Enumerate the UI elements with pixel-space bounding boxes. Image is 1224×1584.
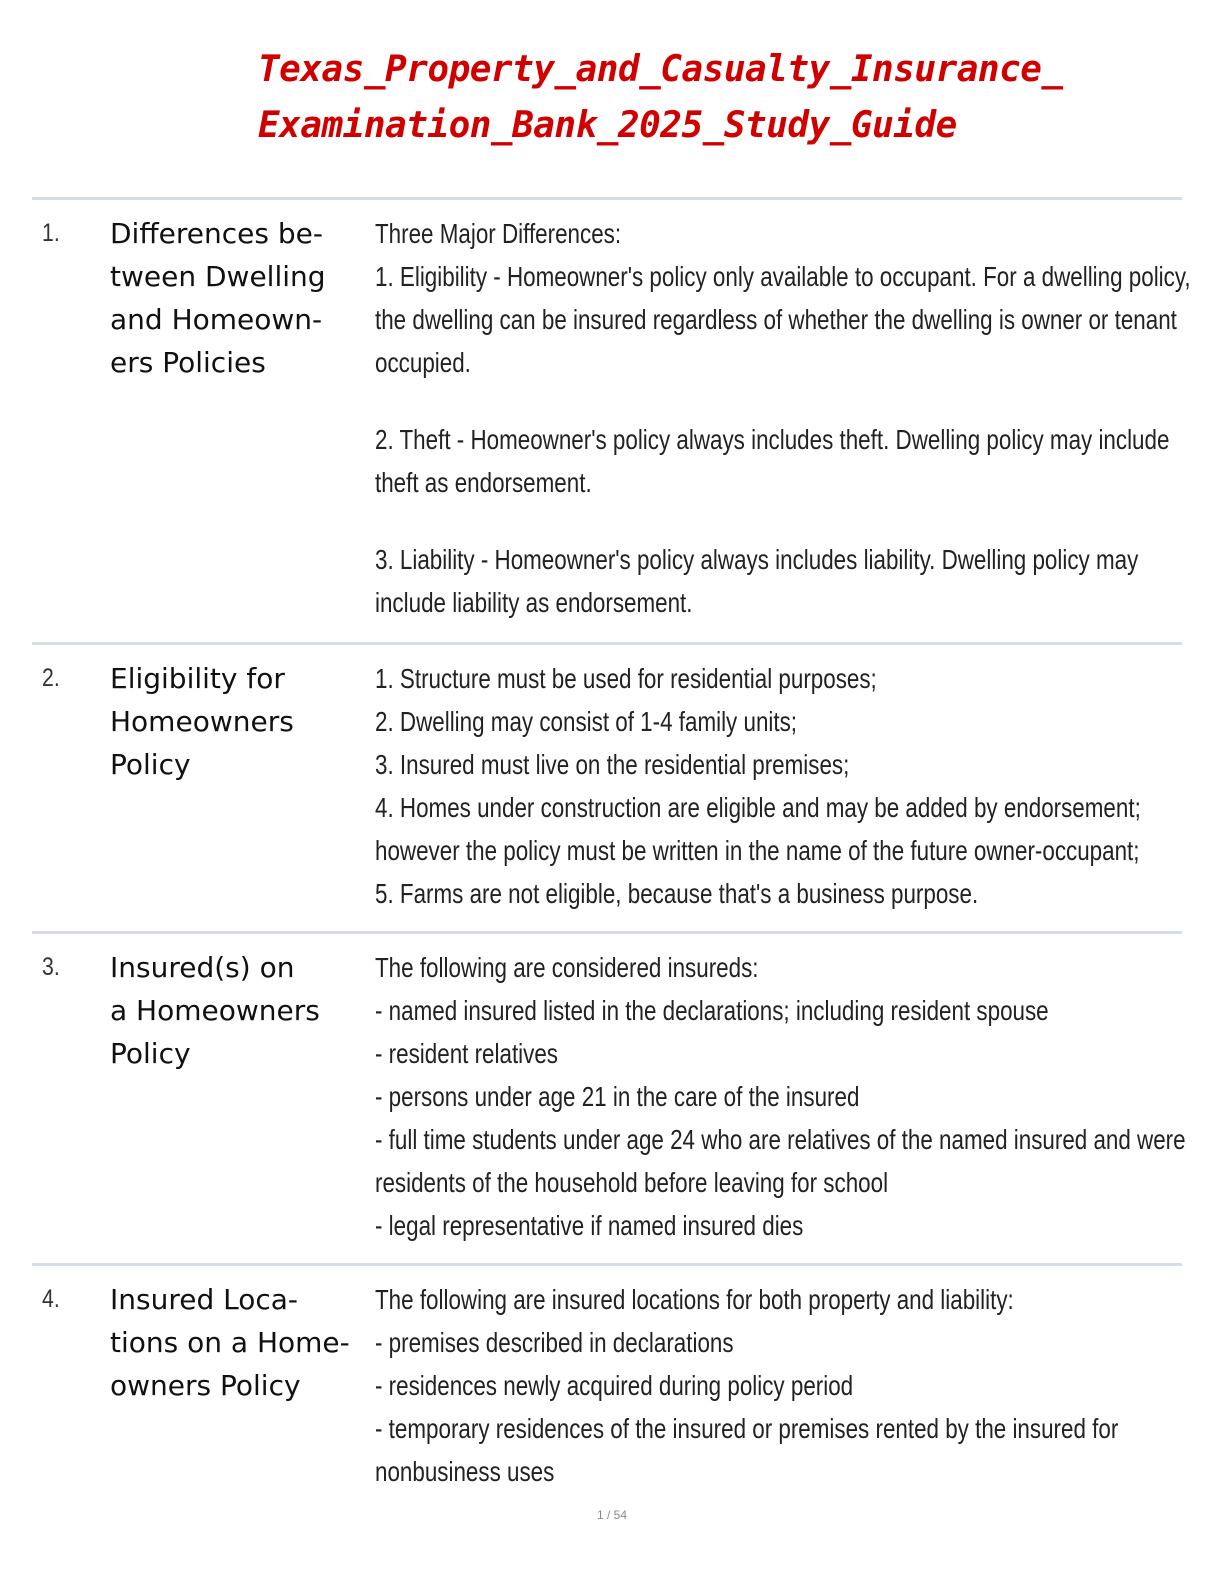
card-number: 4. <box>42 1285 60 1313</box>
definition-line: - temporary residences of the insured or premises rented by the insured for <box>375 1413 1119 1444</box>
divider <box>32 931 1182 934</box>
divider <box>32 1263 1182 1266</box>
card-number: 3. <box>42 953 60 981</box>
title-line-1: Texas_Property_and_Casualty_Insurance_ <box>258 49 1063 90</box>
definition-line: theft as endorsement. <box>375 467 592 498</box>
definition-line: 1. Structure must be used for residential purposes; <box>375 663 877 694</box>
term-line: Eligibility for <box>110 662 285 695</box>
divider <box>32 197 1182 200</box>
definition-line: residents of the household before leaving for school <box>375 1167 889 1198</box>
definition-line: 2. Dwelling may consist of 1-4 family units; <box>375 706 798 737</box>
definition-line: - named insured listed in the declarations; including resident spouse <box>375 995 1049 1026</box>
term-line: tions on a Home- <box>110 1326 350 1359</box>
definition-line: however the policy must be written in the name of the future owner-occupant; <box>375 835 1140 866</box>
definition-line: The following are insured locations for both property and liability: <box>375 1284 1014 1315</box>
definition-line: - persons under age 21 in the care of the insured <box>375 1081 860 1112</box>
card-term <box>110 212 350 384</box>
definition-line: occupied. <box>375 347 471 378</box>
definition-line: 4. Homes under construction are eligible and may be added by endorsement; <box>375 792 1141 823</box>
term-line: Insured Loca- <box>110 1283 299 1316</box>
paragraph-gap <box>375 384 1175 418</box>
card-number: 1. <box>42 219 60 247</box>
definition-line: - residences newly acquired during policy period <box>375 1370 854 1401</box>
title-line-2: Examination_Bank_2025_Study_Guide <box>258 105 957 146</box>
definition-line: nonbusiness uses <box>375 1456 555 1487</box>
card-definition <box>375 212 1191 624</box>
card-definition <box>375 657 1175 915</box>
card-definition <box>375 1278 1175 1493</box>
card-term <box>110 1278 350 1407</box>
definition-line: - full time students under age 24 who are relatives of the named insured and were <box>375 1124 1186 1155</box>
term-line: a Homeowners <box>110 994 320 1027</box>
term-line: Policy <box>110 1037 191 1070</box>
card-number: 2. <box>42 664 60 692</box>
page-indicator: 1 / 54 <box>596 1508 628 1522</box>
definition-line: - premises described in declarations <box>375 1327 734 1358</box>
term-line: Homeowners <box>110 705 294 738</box>
card-term <box>110 946 350 1075</box>
definition-line: the dwelling can be insured regardless of whether the dwelling is owner or tenant <box>375 304 1177 335</box>
term-line: tween Dwelling <box>110 260 326 293</box>
document-title <box>258 42 1158 154</box>
definition-line: 5. Farms are not eligible, because that's a business purpose. <box>375 878 979 909</box>
term-line: Insured(s) on <box>110 951 295 984</box>
card-definition <box>375 946 1186 1247</box>
definition-line: 1. Eligibility - Homeowner's policy only available to occupant. For a dwelling policy, <box>375 261 1191 292</box>
definition-line: The following are considered insureds: <box>375 952 759 983</box>
definition-line: - legal representative if named insured dies <box>375 1210 804 1241</box>
card-term <box>110 657 350 786</box>
definition-line: include liability as endorsement. <box>375 587 693 618</box>
paragraph-gap <box>375 504 1175 538</box>
term-line: owners Policy <box>110 1369 301 1402</box>
definition-line: 3. Liability - Homeowner's policy always includes liability. Dwelling policy may <box>375 544 1139 575</box>
term-line: and Homeown- <box>110 303 323 336</box>
definition-line: 2. Theft - Homeowner's policy always includes theft. Dwelling policy may include <box>375 424 1170 455</box>
definition-line: - resident relatives <box>375 1038 559 1069</box>
divider <box>32 642 1182 645</box>
definition-line: 3. Insured must live on the residential premises; <box>375 749 850 780</box>
term-line: Differences be- <box>110 217 323 250</box>
term-line: ers Policies <box>110 346 266 379</box>
definition-line: Three Major Differences: <box>375 218 622 249</box>
term-line: Policy <box>110 748 191 781</box>
